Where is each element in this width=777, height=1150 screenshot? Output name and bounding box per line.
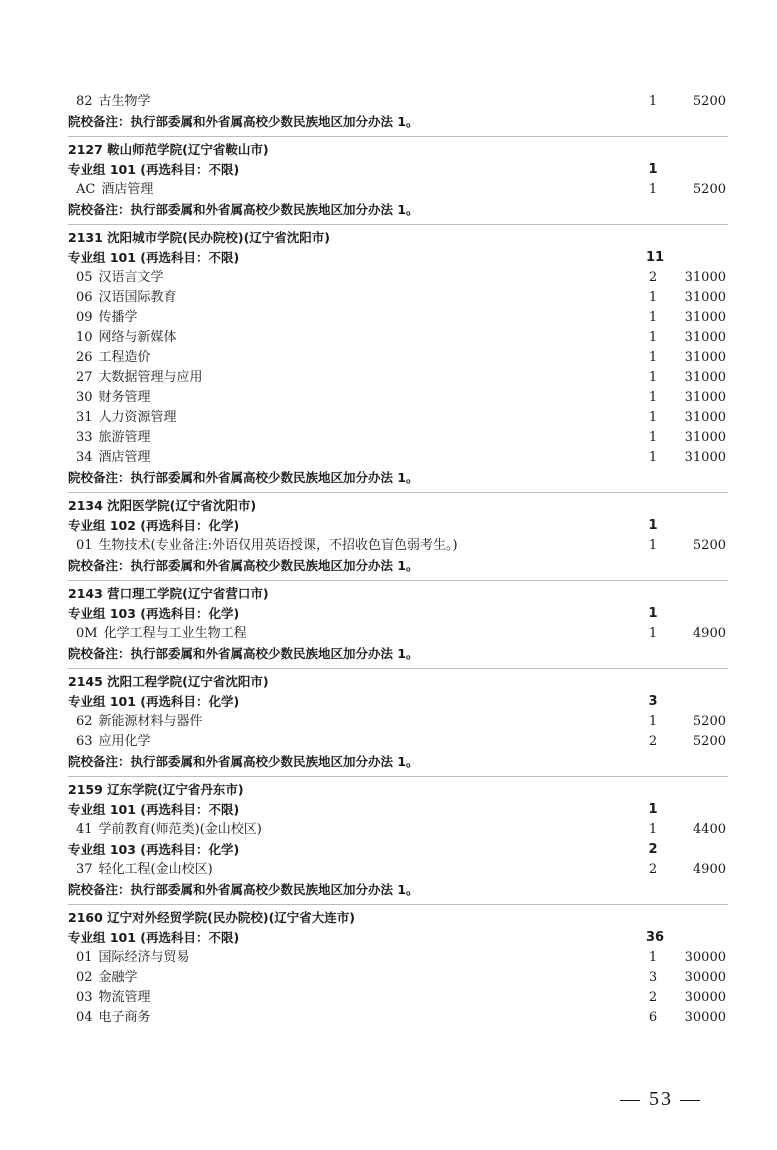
major-count: 1 — [648, 370, 658, 385]
major-code: 01 — [76, 950, 93, 965]
major-code: AC — [76, 182, 96, 197]
section-divider — [68, 136, 728, 137]
major-fee: 5200 — [692, 538, 726, 553]
group-count: 1 — [648, 162, 658, 177]
major-group-row — [68, 248, 728, 268]
major-count: 6 — [648, 1010, 658, 1025]
group-label: 专业组 102 (再选科目：化学) — [68, 518, 240, 533]
major-code: 41 — [76, 822, 93, 837]
major-row — [68, 288, 728, 308]
major-code: 0M — [76, 626, 98, 641]
major-code: 03 — [76, 990, 93, 1005]
school-note — [68, 200, 728, 220]
group-label: 专业组 101 (再选科目：化学) — [68, 694, 240, 709]
major-row — [68, 448, 728, 468]
major-fee: 4400 — [692, 822, 726, 837]
major-fee: 5200 — [692, 714, 726, 729]
major-name: 工程造价 — [98, 350, 151, 365]
major-name: 应用化学 — [98, 734, 151, 749]
major-fee: 30000 — [684, 1010, 726, 1025]
group-label: 专业组 101 (再选科目：不限) — [68, 930, 240, 945]
major-name: 新能源材料与器件 — [98, 714, 203, 729]
major-row — [68, 968, 728, 988]
school-heading: 2145 沈阳工程学院(辽宁省沈阳市) — [68, 674, 269, 689]
school-heading: 2160 辽宁对外经贸学院(民办院校)(辽宁省大连市) — [68, 910, 355, 925]
school-note — [68, 644, 728, 664]
major-code: 33 — [76, 430, 93, 445]
section-divider — [68, 580, 728, 581]
major-name: 轻化工程(金山校区) — [98, 862, 213, 877]
major-name: 传播学 — [98, 310, 138, 325]
group-count: 1 — [648, 518, 658, 533]
major-name: 国际经济与贸易 — [98, 950, 190, 965]
major-code: 34 — [76, 450, 93, 465]
major-code: 27 — [76, 370, 93, 385]
school-heading: 2143 营口理工学院(辽宁省营口市) — [68, 586, 269, 601]
major-name: 汉语国际教育 — [98, 290, 177, 305]
major-row — [68, 820, 728, 840]
section-divider — [68, 776, 728, 777]
major-code: 01 — [76, 538, 93, 553]
major-name: 金融学 — [98, 970, 138, 985]
major-code: 37 — [76, 862, 93, 877]
school-heading: 2159 辽东学院(辽宁省丹东市) — [68, 782, 244, 797]
school-note — [68, 112, 728, 132]
group-label: 专业组 101 (再选科目：不限) — [68, 802, 240, 817]
major-name: 电子商务 — [98, 1010, 151, 1025]
major-row — [68, 712, 728, 732]
major-name: 汉语言文学 — [98, 270, 164, 285]
school-note — [68, 880, 728, 900]
note-text: 院校备注：执行部委属和外省属高校少数民族地区加分办法 1。 — [68, 202, 419, 217]
major-count: 1 — [648, 450, 658, 465]
major-fee: 4900 — [692, 626, 726, 641]
major-row — [68, 180, 728, 200]
major-name: 酒店管理 — [98, 450, 151, 465]
major-fee: 5200 — [692, 94, 726, 109]
note-text: 院校备注：执行部委属和外省属高校少数民族地区加分办法 1。 — [68, 114, 419, 129]
major-count: 1 — [648, 390, 658, 405]
major-fee: 4900 — [692, 862, 726, 877]
major-fee: 31000 — [684, 290, 726, 305]
major-count: 1 — [648, 950, 658, 965]
note-text: 院校备注：执行部委属和外省属高校少数民族地区加分办法 1。 — [68, 558, 419, 573]
major-row — [68, 368, 728, 388]
major-count: 1 — [648, 94, 658, 109]
major-code: 09 — [76, 310, 93, 325]
major-fee: 30000 — [684, 990, 726, 1005]
major-row — [68, 328, 728, 348]
note-text: 院校备注：执行部委属和外省属高校少数民族地区加分办法 1。 — [68, 470, 419, 485]
major-fee: 5200 — [692, 182, 726, 197]
major-name: 生物技术(专业备注:外语仅用英语授课，不招收色盲色弱考生。) — [98, 538, 458, 553]
major-count: 3 — [648, 970, 658, 985]
major-code: 30 — [76, 390, 93, 405]
major-code: 06 — [76, 290, 93, 305]
major-group-row — [68, 800, 728, 820]
note-text: 院校备注：执行部委属和外省属高校少数民族地区加分办法 1。 — [68, 646, 419, 661]
major-name: 化学工程与工业生物工程 — [103, 626, 247, 641]
major-group-row — [68, 928, 728, 948]
major-row — [68, 860, 728, 880]
major-name: 学前教育(师范类)(金山校区) — [98, 822, 262, 837]
major-name: 财务管理 — [98, 390, 151, 405]
school-heading: 2131 沈阳城市学院(民办院校)(辽宁省沈阳市) — [68, 230, 330, 245]
major-code: 02 — [76, 970, 93, 985]
school-heading: 2134 沈阳医学院(辽宁省沈阳市) — [68, 498, 257, 513]
major-code: 05 — [76, 270, 93, 285]
group-label: 专业组 103 (再选科目：化学) — [68, 842, 240, 857]
major-count: 1 — [648, 822, 658, 837]
group-label: 专业组 101 (再选科目：不限) — [68, 250, 240, 265]
major-fee: 31000 — [684, 350, 726, 365]
major-count: 2 — [648, 990, 658, 1005]
major-row — [68, 732, 728, 752]
school-note — [68, 468, 728, 488]
school-note — [68, 752, 728, 772]
major-fee: 31000 — [684, 330, 726, 345]
major-count: 1 — [648, 714, 658, 729]
major-count: 1 — [648, 350, 658, 365]
school-heading: 2127 鞍山师范学院(辽宁省鞍山市) — [68, 142, 269, 157]
major-code: 04 — [76, 1010, 93, 1025]
group-count: 36 — [646, 930, 665, 945]
major-row — [68, 536, 728, 556]
major-group-row — [68, 604, 728, 624]
group-count: 2 — [648, 842, 658, 857]
document-body — [68, 92, 728, 1028]
major-name: 网络与新媒体 — [98, 330, 177, 345]
major-code: 10 — [76, 330, 93, 345]
section-divider — [68, 668, 728, 669]
major-fee: 31000 — [684, 430, 726, 445]
major-row — [68, 624, 728, 644]
major-row — [68, 988, 728, 1008]
major-code: 63 — [76, 734, 93, 749]
major-fee: 31000 — [684, 450, 726, 465]
major-fee: 31000 — [684, 310, 726, 325]
major-fee: 31000 — [684, 410, 726, 425]
major-count: 2 — [648, 862, 658, 877]
major-row — [68, 1008, 728, 1028]
major-group-row — [68, 692, 728, 712]
group-count: 1 — [648, 606, 658, 621]
major-row — [68, 268, 728, 288]
major-fee: 31000 — [684, 270, 726, 285]
major-name: 人力资源管理 — [98, 410, 177, 425]
major-group-row — [68, 516, 728, 536]
major-name: 物流管理 — [98, 990, 151, 1005]
group-count: 1 — [648, 802, 658, 817]
group-label: 专业组 103 (再选科目：化学) — [68, 606, 240, 621]
major-count: 1 — [648, 410, 658, 425]
section-divider — [68, 224, 728, 225]
group-count: 3 — [648, 694, 658, 709]
major-count: 1 — [648, 626, 658, 641]
note-text: 院校备注：执行部委属和外省属高校少数民族地区加分办法 1。 — [68, 754, 419, 769]
group-label: 专业组 101 (再选科目：不限) — [68, 162, 240, 177]
note-text: 院校备注：执行部委属和外省属高校少数民族地区加分办法 1。 — [68, 882, 419, 897]
major-row — [68, 308, 728, 328]
major-row — [68, 428, 728, 448]
major-name: 酒店管理 — [101, 182, 154, 197]
major-row — [68, 408, 728, 428]
major-name: 旅游管理 — [98, 430, 151, 445]
major-count: 2 — [648, 734, 658, 749]
major-fee: 31000 — [684, 370, 726, 385]
major-name: 古生物学 — [98, 94, 151, 109]
school-note — [68, 556, 728, 576]
section-divider — [68, 492, 728, 493]
major-count: 1 — [648, 330, 658, 345]
major-row — [68, 92, 728, 112]
major-group-row — [68, 840, 728, 860]
major-row — [68, 388, 728, 408]
major-fee: 31000 — [684, 390, 726, 405]
major-count: 2 — [648, 270, 658, 285]
major-fee: 30000 — [684, 970, 726, 985]
major-count: 1 — [648, 310, 658, 325]
major-count: 1 — [648, 290, 658, 305]
major-code: 26 — [76, 350, 93, 365]
major-code: 62 — [76, 714, 93, 729]
major-count: 1 — [648, 538, 658, 553]
major-fee: 30000 — [684, 950, 726, 965]
major-count: 1 — [648, 430, 658, 445]
major-group-row — [68, 160, 728, 180]
major-fee: 5200 — [692, 734, 726, 749]
major-code: 82 — [76, 94, 93, 109]
major-row — [68, 948, 728, 968]
section-divider — [68, 904, 728, 905]
page-number: — 53 — — [620, 1088, 702, 1110]
major-row — [68, 348, 728, 368]
major-name: 大数据管理与应用 — [98, 370, 203, 385]
major-count: 1 — [648, 182, 658, 197]
group-count: 11 — [646, 250, 665, 265]
major-code: 31 — [76, 410, 93, 425]
